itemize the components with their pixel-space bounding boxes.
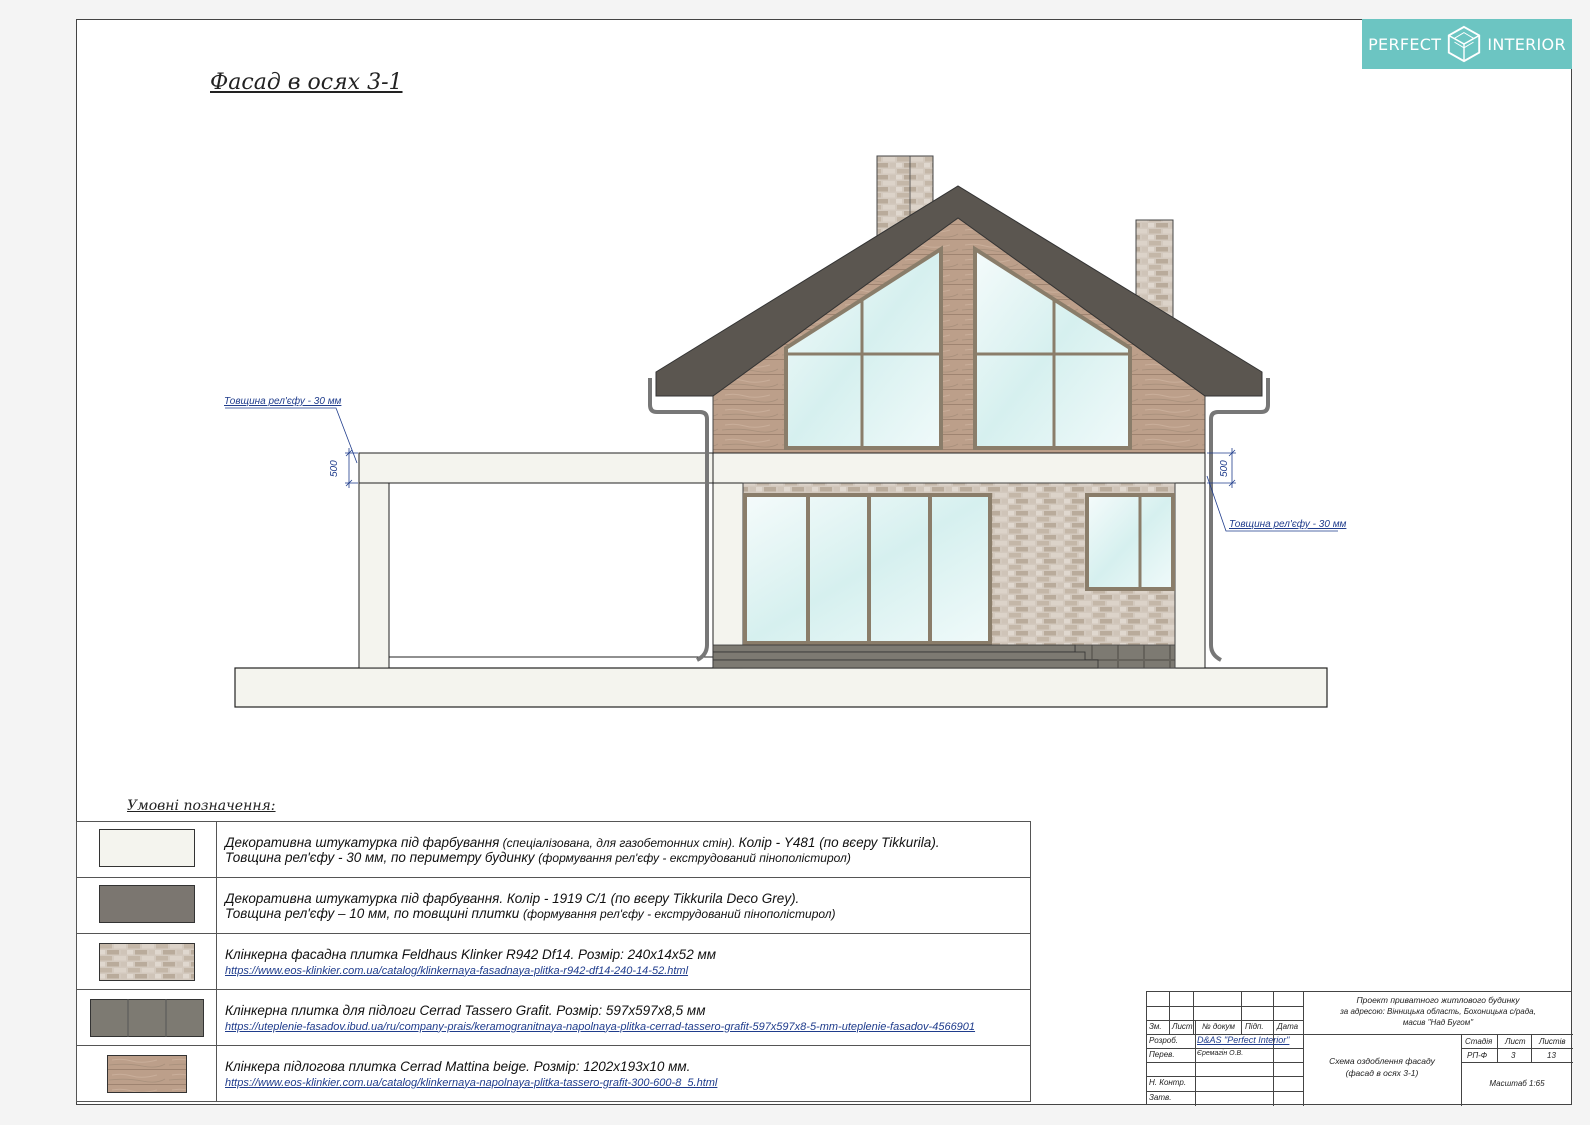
- stamp-role: Н. Контр.: [1149, 1078, 1187, 1087]
- legend-row: [77, 822, 1031, 878]
- title-block: [1146, 991, 1572, 1105]
- legend-item-text: Клінкерна фасадна плитка Feldhaus Klinker R942 Df14. Розмір: 240x14x52 мм: [225, 946, 716, 962]
- stamp-role: Розроб.: [1149, 1036, 1178, 1045]
- stamp-header: Підп.: [1245, 1022, 1264, 1031]
- legend-item-text-2: Товщина рел'єфу – 10 мм, по товщині плитки: [225, 905, 523, 921]
- stamp-sheet: 3: [1511, 1051, 1516, 1060]
- relief-note-right: Товщина рел'єфу - 30 мм: [1229, 519, 1347, 530]
- legend-swatch-cell: [77, 934, 217, 990]
- legend-item-text-2: Товщина рел'єфу - 30 мм, по периметру будинку: [225, 849, 539, 865]
- legend-swatch-cell: [77, 1046, 217, 1102]
- stamp-header: Зм.: [1149, 1022, 1162, 1031]
- legend-table: [76, 821, 1031, 1102]
- logo-text-right: INTERIOR: [1487, 34, 1566, 54]
- swatch-floor-tile: [90, 999, 204, 1037]
- legend-row: [77, 990, 1031, 1046]
- stamp-developer: D&AS "Perfect Interior": [1197, 1035, 1290, 1045]
- stamp-header: Лист: [1172, 1022, 1193, 1031]
- stamp-project-line3: масив "Над Бугом": [1402, 1018, 1474, 1027]
- swatch-wood-tile: [107, 1055, 187, 1093]
- stamp-header: № докум: [1202, 1022, 1236, 1031]
- legend-item-link[interactable]: https://uteplenie-fasadov.ibud.ua/ru/company-prais/keramogranitnaya-napolnaya-plitka-cerrad-tassero-grafit-597x597x8-5-mm-uteplenie-fasadov-4566901: [225, 1020, 976, 1033]
- stamp-project-line2: за адресою: Вінницька область, Бохоницька с/рада,: [1340, 1007, 1536, 1016]
- stamp-project-line1: Проект приватного житлового будинку: [1356, 995, 1520, 1005]
- legend-text-cell: [217, 990, 1031, 1046]
- stamp-stage: РП-Ф: [1467, 1051, 1488, 1060]
- legend-swatch-cell: [77, 990, 217, 1046]
- stamp-header: Дата: [1277, 1022, 1299, 1031]
- legend-item-text: Декоративна штукатурка під фарбування. Колір - 1919 C/1 (по вєеру Tikkurila Deco Grey).: [225, 890, 800, 906]
- legend-title: Умовні позначення:: [127, 798, 276, 814]
- swatch-plaster-grey: [99, 885, 195, 923]
- legend-item-note: (спеціалізована, для газобетонних стін).: [499, 835, 739, 850]
- legend-row: [77, 878, 1031, 934]
- relief-note-left: Товщина рел'єфу - 30 мм: [224, 396, 342, 407]
- stamp-sheet-title1: Схема оздоблення фасаду: [1329, 1056, 1435, 1066]
- legend-row: [77, 934, 1031, 990]
- downpipe-left: [650, 378, 707, 660]
- ground-window-right: [1087, 495, 1173, 589]
- dimension-label-left: 500: [329, 460, 340, 477]
- legend-item-note-2: (формування рел'єфу - екструдований пінополістирол): [538, 850, 851, 865]
- house-pier-right: [1175, 483, 1205, 668]
- legend-text-cell: [217, 822, 1031, 878]
- legend-text-cell: [217, 1046, 1031, 1102]
- house-pier-left: [713, 483, 743, 668]
- steps: [713, 645, 1098, 668]
- legend-item-color: Колір - Y481 (по вєеру Tikkurila).: [738, 834, 940, 850]
- dimension-label-right: 500: [1219, 460, 1230, 477]
- legend-swatch-cell: [77, 822, 217, 878]
- stamp-role: Затв.: [1149, 1093, 1172, 1102]
- legend-text-cell: [217, 934, 1031, 990]
- carport-post: [359, 483, 389, 668]
- legend-swatch-cell: [77, 878, 217, 934]
- house-beam: [713, 453, 1205, 483]
- sliding-doors: [745, 495, 990, 643]
- legend-item-link[interactable]: https://www.eos-klinkier.com.ua/catalog/klinkernaya-napolnaya-plitka-tassero-grafit-300-600-8_5.html: [225, 1076, 718, 1089]
- legend-row: [77, 1046, 1031, 1102]
- legend-item-link[interactable]: https://www.eos-klinkier.com.ua/catalog/klinkernaya-fasadnaya-plitka-r942-df14-240-14-52.html: [225, 964, 689, 977]
- stamp-sheet-title2: (фасад в осях 3-1): [1345, 1068, 1419, 1078]
- legend-item-text: Клінкера підлогова плитка Cerrad Mattina beige. Розмір: 1202x193x10 мм.: [225, 1058, 691, 1074]
- swatch-clinker-facade: [99, 943, 195, 981]
- carport-beam: [359, 453, 715, 483]
- stamp-scale: Масштаб 1:65: [1489, 1079, 1545, 1088]
- stamp-checker: Єремагін О.В.: [1197, 1050, 1244, 1057]
- legend-text-cell: [217, 878, 1031, 934]
- stamp-stage-label: Стадія: [1465, 1037, 1493, 1046]
- legend-item-note-2: (формування рел'єфу - екструдований пінополістирол): [522, 906, 836, 921]
- stamp-sheets: 13: [1547, 1051, 1556, 1060]
- drawing-title: Фасад в осях 3-1: [210, 70, 403, 95]
- swatch-plaster-white: [99, 829, 195, 867]
- logo-text-left: PERFECT: [1368, 34, 1442, 54]
- stamp-sheets-label: Листів: [1539, 1037, 1566, 1046]
- stamp-sheet-label: Лист: [1505, 1037, 1526, 1046]
- legend-item-text: Декоративна штукатурка під фарбування: [225, 834, 500, 850]
- legend-item-text: Клінкерна плитка для підлоги Cerrad Tassero Grafit. Розмір: 597x597x8,5 мм: [225, 1002, 706, 1018]
- ground-slab: [235, 668, 1327, 707]
- stamp-role: Перев.: [1149, 1050, 1175, 1059]
